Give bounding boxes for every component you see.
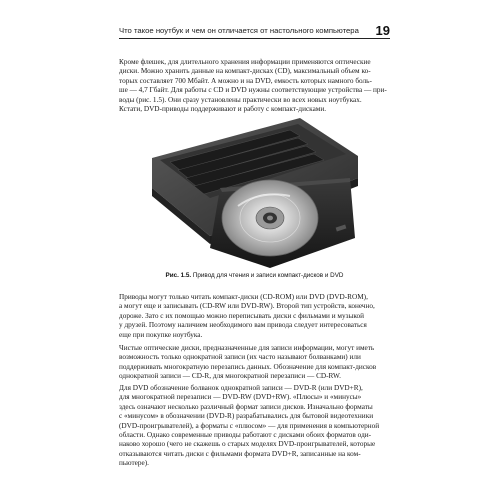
text-line: Чистые оптические диски, предназначенные для записи информации, могут иметь [119,344,375,352]
text-line: дороже. Зато с их помощью можно переписывать диски с фильмами и музыкой [119,311,365,320]
text-line: а могут еще и записывать (CD-RW или DVD-RW). Второй тип устройств, конечно, [119,302,375,311]
figure-dvd-drive [150,118,360,270]
running-header: Что такое ноутбук и чем он отличается от настольного компьютера [119,26,359,35]
text-line: ше — 4,7 Гбайт. Для работы с CD и DVD нужны соответствующие устройства — при- [119,86,387,95]
text-line: торых составляет 700 Мбайт. А можно и на DVD, емкость которых намного боль- [119,76,372,85]
text-line: области. Однако современные приводы работают с дисками обоих форматов оди- [119,431,372,440]
text-line: у друзей. Поэтому наличием необходимого вам привода следует интересоваться [119,321,367,330]
text-line: однократной записи — CD-R, для многократной перезаписи — CD-RW. [119,372,341,381]
paragraph-drive-types [119,293,392,340]
text-line: воды (рис. 1.5). Они сразу установлены практически во всех новых ноутбуках. [119,95,362,104]
text-line: Приводы могут только читать компакт-диски (CD-ROM) или DVD (DVD-ROM), [119,293,368,301]
text-line: Кроме флешек, для длительного хранения информации применяются оптические [119,58,371,66]
text-line: для многократной перезаписи — DVD-RW (DVD+RW). «Плюсы» и «минусы» [119,393,362,402]
text-line: Кстати, DVD-приводы поддерживают и работу с компакт-дисками. [119,105,327,114]
text-line: еще при покупке ноутбука. [119,330,203,339]
caption-text: Привод для чтения и записи компакт-дисков и DVD [192,272,344,279]
page-number: 19 [375,23,390,38]
text-line: отказываются читать диски с фильмами формата DVD+R, записанные на ком- [119,449,361,458]
text-line: поддерживать многократную перезапись данных. Обозначение для компакт-дисков [119,362,377,371]
text-line: (DVD-проигрывателей), а форматы с «плюсом» — для применения в компьютерной [119,421,380,430]
laptop-dvd-drive-illustration [150,118,360,270]
text-line: Для DVD обозначение болванок однократной записи — DVD-R (или DVD+R), [119,384,363,392]
text-line: пьютере). [119,459,149,468]
paragraph-optical-discs [119,58,392,114]
text-line: с «минусом» в обозначении (DVD-R) разрабатывались для бытовой видеотехники [119,412,374,421]
text-line: наково хорошо (чего не скажешь о старых моделях DVD-проигрывателей, которые [119,440,376,449]
text-line: возможность только однократной записи (их часто называют болванками) или [119,353,361,362]
paragraph-blank-discs [119,344,392,382]
caption-label: Рис. 1.5. [165,272,192,279]
figure-caption [119,272,390,279]
header-rule [119,38,390,39]
paragraph-dvd-formats [119,384,392,469]
text-line: здесь означают несколько различный формат записи дисков. Изначально форматы [119,402,373,411]
text-line: диски. Можно хранить данные на компакт-дисках (CD), максимальный объем ко- [119,67,371,76]
